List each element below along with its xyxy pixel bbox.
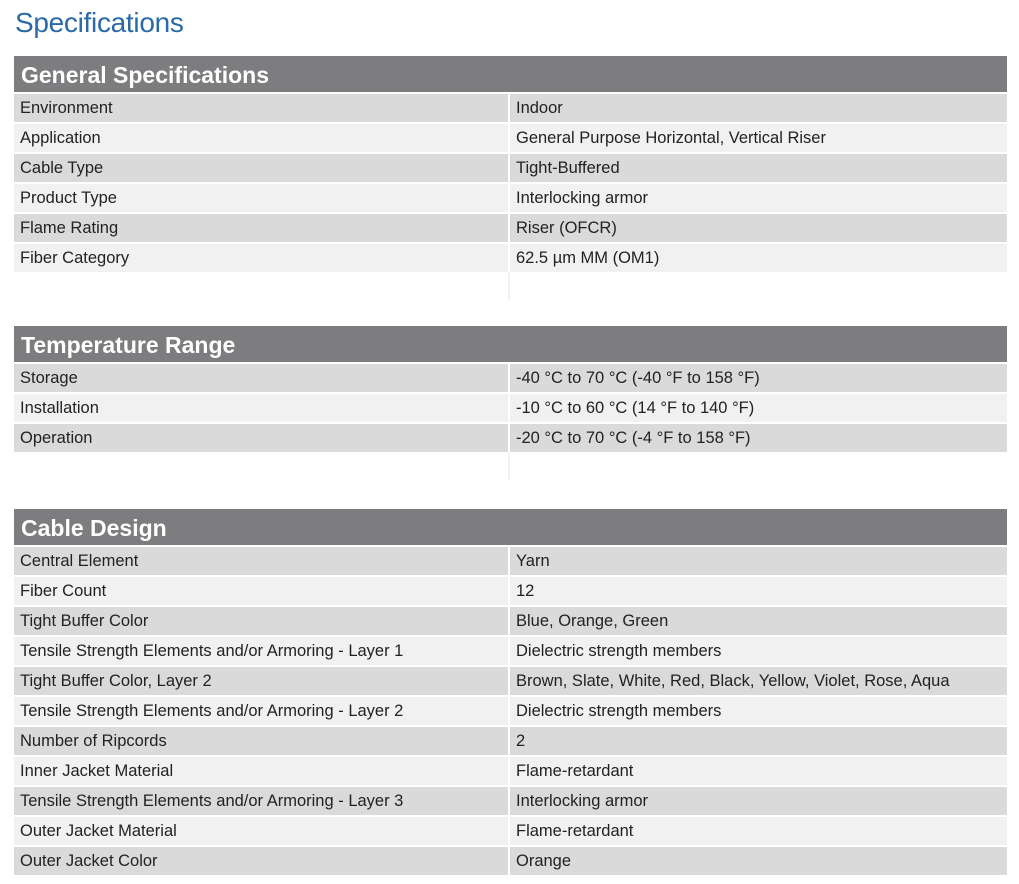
section-header: Cable Design <box>14 509 1007 545</box>
table-row <box>14 212 1007 242</box>
table-row <box>14 605 1007 635</box>
empty-cell <box>14 272 510 300</box>
spec-label: Installation <box>14 392 510 422</box>
spec-value: Blue, Orange, Green <box>510 605 1007 635</box>
spec-value: Brown, Slate, White, Red, Black, Yellow, Violet, Rose, Aqua <box>510 665 1007 695</box>
spec-label: Fiber Count <box>14 575 510 605</box>
spec-value: General Purpose Horizontal, Vertical Riser <box>510 122 1007 152</box>
table-row <box>14 815 1007 845</box>
spec-label: Central Element <box>14 545 510 575</box>
page-title: Specifications <box>15 7 184 38</box>
spec-value: 62.5 µm MM (OM1) <box>510 242 1007 272</box>
empty-cell <box>14 452 510 480</box>
temperature-range-section <box>14 326 1007 480</box>
table-row <box>14 695 1007 725</box>
spec-table <box>14 545 1007 875</box>
spec-label: Storage <box>14 362 510 392</box>
section-header: General Specifications <box>14 56 1007 92</box>
spec-value: Flame-retardant <box>510 755 1007 785</box>
spec-table <box>14 92 1007 300</box>
spec-value: Interlocking armor <box>510 785 1007 815</box>
spec-value: Yarn <box>510 545 1007 575</box>
spec-value: Riser (OFCR) <box>510 212 1007 242</box>
spec-label: Tensile Strength Elements and/or Armoring - Layer 3 <box>14 785 510 815</box>
spec-value: Flame-retardant <box>510 815 1007 845</box>
spec-value: -40 °C to 70 °C (-40 °F to 158 °F) <box>510 362 1007 392</box>
spec-value: Dielectric strength members <box>510 635 1007 665</box>
table-spacer-row <box>14 272 1007 300</box>
spec-label: Flame Rating <box>14 212 510 242</box>
spec-value: Orange <box>510 845 1007 875</box>
spec-label: Tensile Strength Elements and/or Armoring - Layer 2 <box>14 695 510 725</box>
table-row <box>14 755 1007 785</box>
spec-label: Outer Jacket Color <box>14 845 510 875</box>
spec-label: Cable Type <box>14 152 510 182</box>
table-row <box>14 362 1007 392</box>
spec-label: Operation <box>14 422 510 452</box>
table-row <box>14 785 1007 815</box>
table-row <box>14 635 1007 665</box>
table-row <box>14 152 1007 182</box>
spec-label: Outer Jacket Material <box>14 815 510 845</box>
spec-value: 2 <box>510 725 1007 755</box>
empty-cell <box>510 272 1007 300</box>
spec-label: Application <box>14 122 510 152</box>
spec-value: Interlocking armor <box>510 182 1007 212</box>
general-specifications-section <box>14 56 1007 300</box>
spec-table <box>14 362 1007 480</box>
table-row <box>14 122 1007 152</box>
table-row <box>14 182 1007 212</box>
table-row <box>14 545 1007 575</box>
spec-label: Number of Ripcords <box>14 725 510 755</box>
spec-label: Fiber Category <box>14 242 510 272</box>
spec-value: -10 °C to 60 °C (14 °F to 140 °F) <box>510 392 1007 422</box>
empty-cell <box>510 452 1007 480</box>
spec-value: 12 <box>510 575 1007 605</box>
table-row <box>14 665 1007 695</box>
table-row <box>14 92 1007 122</box>
table-spacer-row <box>14 452 1007 480</box>
table-row <box>14 845 1007 875</box>
table-row <box>14 242 1007 272</box>
table-row <box>14 725 1007 755</box>
spec-label: Tight Buffer Color, Layer 2 <box>14 665 510 695</box>
spec-value: Dielectric strength members <box>510 695 1007 725</box>
spec-value: Indoor <box>510 92 1007 122</box>
spec-label: Tensile Strength Elements and/or Armoring - Layer 1 <box>14 635 510 665</box>
spec-value: Tight-Buffered <box>510 152 1007 182</box>
section-header: Temperature Range <box>14 326 1007 362</box>
table-row <box>14 422 1007 452</box>
table-row <box>14 392 1007 422</box>
spec-value: -20 °C to 70 °C (-4 °F to 158 °F) <box>510 422 1007 452</box>
cable-design-section <box>14 509 1007 875</box>
spec-label: Product Type <box>14 182 510 212</box>
spec-label: Tight Buffer Color <box>14 605 510 635</box>
table-row <box>14 575 1007 605</box>
spec-label: Inner Jacket Material <box>14 755 510 785</box>
spec-label: Environment <box>14 92 510 122</box>
